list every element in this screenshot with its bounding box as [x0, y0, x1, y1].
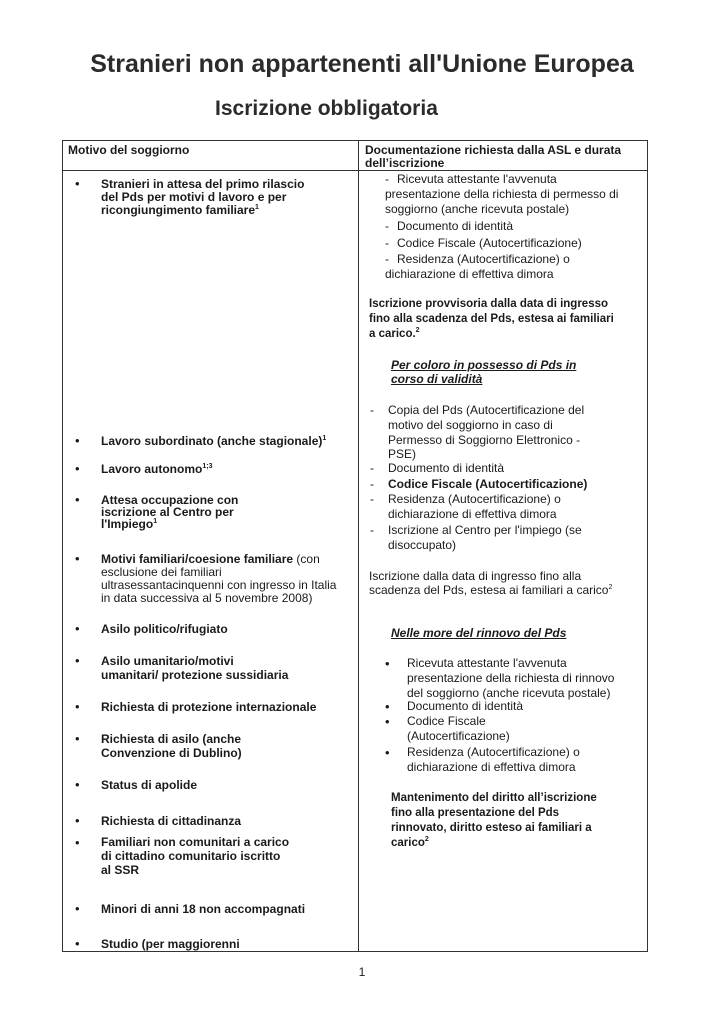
motivo-item-4-line1: Attesa occupazione con [101, 493, 239, 507]
s3-note-line4 [391, 836, 429, 851]
motivo-item-5-bold: Motivi familiari/coesione familiare [101, 552, 294, 566]
bullet-icon: • [75, 176, 80, 191]
s2-heading-line1: Per coloro in possesso di Pds in [391, 358, 577, 372]
column-divider [358, 141, 359, 951]
motivo-item-1-line1: Stranieri in attesa del primo rilascio [101, 177, 305, 191]
footnote-ref: 2 [608, 584, 613, 591]
doc-s2-employment-line1: Iscrizione al Centro per l'impiego (se [388, 523, 582, 537]
motivo-item-1-text: ricongiungimento familiare [101, 203, 256, 217]
doc-s1-receipt-line3: soggiorno (anche ricevuta postale) [385, 202, 570, 216]
s1-note-line2: fino alla scadenza del Pds, estesa ai familiari [369, 313, 614, 325]
doc-s3-fiscal-code-line2: (Autocertificazione) [407, 729, 510, 743]
s3-note-line3: rinnovato, diritto esteso ai familiari a [391, 822, 592, 834]
footnote-ref: 2 [415, 327, 420, 335]
doc-s2-pds-line2: motivo del soggiorno in caso di [388, 418, 553, 432]
page-title: Stranieri non appartenenti all'Unione Europea [90, 50, 634, 78]
footnote-ref: 1;3 [202, 463, 213, 470]
doc-s3-fiscal-code-line1: Codice Fiscale [407, 714, 486, 728]
bullet-icon: • [385, 656, 390, 671]
motivo-item-10: Status di apolide [101, 778, 198, 792]
doc-s2-residence-line2: dichiarazione di effettiva dimora [388, 507, 557, 521]
s1-note-line3 [369, 327, 420, 342]
doc-s1-identity: Documento di identità [397, 219, 514, 233]
motivo-item-3 [101, 462, 212, 477]
motivo-item-2 [101, 434, 326, 449]
motivo-item-5-line3: ultrasessantacinquenni con ingresso in Italia [101, 578, 337, 592]
doc-s2-fiscal-code: Codice Fiscale (Autocertificazione) [388, 477, 588, 491]
doc-s3-residence-line1: Residenza (Autocertificazione) o [407, 745, 580, 759]
bullet-icon: • [75, 551, 80, 566]
col1-header: Motivo del soggiorno [68, 143, 190, 157]
dash-icon: - [385, 172, 389, 186]
motivo-item-9-line2: Convenzione di Dublino) [101, 746, 242, 760]
dash-icon: - [370, 403, 374, 417]
motivo-item-5-line2: esclusione dei familiari [101, 565, 222, 579]
dash-icon: - [370, 523, 374, 537]
bullet-icon: • [75, 492, 80, 507]
doc-s3-receipt-line2: presentazione della richiesta di rinnovo [407, 671, 615, 685]
bullet-icon: • [75, 835, 80, 850]
doc-s2-pds-line3: Permesso di Soggiorno Elettronico - [388, 433, 581, 447]
s2-heading-line2: corso di validità [391, 372, 483, 386]
footnote-ref: 2 [424, 836, 429, 844]
bullet-icon: • [385, 714, 390, 729]
motivo-item-4-text: l'Impiego [101, 517, 154, 531]
s3-note-text: carico [391, 837, 425, 849]
motivo-item-4-line3 [101, 517, 157, 532]
motivo-item-12-line2: di cittadino comunitario iscritto [101, 849, 281, 863]
requirements-table [62, 140, 648, 952]
motivo-item-2-text: Lavoro subordinato (anche stagionale) [101, 434, 323, 448]
bullet-icon: • [75, 777, 80, 792]
dash-icon: - [370, 492, 374, 506]
doc-s3-receipt-line3: del soggiorno (anche ricevuta postale) [407, 686, 611, 700]
doc-s2-residence-line1: Residenza (Autocertificazione) o [388, 492, 561, 506]
motivo-item-12-line3: al SSR [101, 863, 140, 877]
motivo-item-5-rest: (con [293, 552, 320, 566]
col2-header-line2: dell’iscrizione [365, 156, 445, 170]
motivo-item-7-line1: Asilo umanitario/motivi [101, 654, 234, 668]
doc-s2-pds-line4: PSE) [388, 447, 417, 461]
bullet-icon: • [75, 813, 80, 828]
bullet-icon: • [385, 699, 390, 714]
motivo-item-7-line2: umanitari/ protezione sussidiaria [101, 668, 289, 682]
motivo-item-8: Richiesta di protezione internazionale [101, 700, 317, 714]
bullet-icon: • [75, 699, 80, 714]
motivo-item-1-line2: del Pds per motivi d lavoro e per [101, 190, 287, 204]
header-divider [63, 170, 647, 171]
motivo-item-6: Asilo politico/rifugiato [101, 622, 228, 636]
s2-note-text: scadenza del Pds, estesa ai familiari a carico [369, 583, 609, 597]
bullet-icon: • [75, 901, 80, 916]
motivo-item-9-line1: Richiesta di asilo (anche [101, 732, 242, 746]
dash-icon: - [385, 236, 389, 250]
doc-s2-pds-line1: Copia del Pds (Autocertificazione del [388, 403, 585, 417]
bullet-icon: • [75, 936, 80, 951]
dash-icon: - [370, 477, 374, 491]
doc-s1-residence-line1: Residenza (Autocertificazione) o [397, 252, 570, 266]
page-number: 1 [358, 965, 366, 979]
s1-note-text: a carico. [369, 328, 416, 340]
bullet-icon: • [75, 731, 80, 746]
doc-s1-residence-line2: dichiarazione di effettiva dimora [385, 267, 554, 281]
bullet-icon: • [75, 621, 80, 636]
motivo-item-14: Studio (per maggiorenni [101, 937, 240, 951]
motivo-item-3-text: Lavoro autonomo [101, 462, 203, 476]
dash-icon: - [385, 252, 389, 266]
s2-note-line1: Iscrizione dalla data di ingresso fino alla [369, 569, 582, 583]
footnote-ref: 1 [322, 435, 327, 442]
bullet-icon: • [385, 745, 390, 760]
motivo-item-13: Minori di anni 18 non accompagnati [101, 902, 306, 916]
doc-s3-identity: Documento di identità [407, 699, 524, 713]
motivo-item-11: Richiesta di cittadinanza [101, 814, 242, 828]
s2-note-line2 [369, 583, 612, 598]
dash-icon: - [370, 461, 374, 475]
bullet-icon: • [75, 653, 80, 668]
bullet-icon: • [75, 433, 80, 448]
doc-s3-residence-line2: dichiarazione di effettiva dimora [407, 760, 576, 774]
motivo-item-4-line2: iscrizione al Centro per [101, 505, 234, 519]
s1-note-line1: Iscrizione provvisoria dalla data di ingresso [369, 298, 609, 310]
doc-s1-receipt-line2: presentazione della richiesta di permesso di [385, 187, 619, 201]
footnote-ref: 1 [255, 204, 259, 211]
doc-s2-identity: Documento di identità [388, 461, 505, 475]
doc-s1-receipt-line1: Ricevuta attestante l'avvenuta [397, 172, 557, 186]
col2-header-line1: Documentazione richiesta dalla ASL e durata [365, 143, 622, 157]
doc-s3-receipt-line1: Ricevuta attestante l'avvenuta [407, 656, 567, 670]
dash-icon: - [385, 219, 389, 233]
doc-s2-employment-line2: disoccupato) [388, 538, 457, 552]
motivo-item-12-line1: Familiari non comunitari a carico [101, 835, 290, 849]
doc-s1-fiscal-code: Codice Fiscale (Autocertificazione) [397, 236, 582, 250]
s3-note-line1: Mantenimento del diritto all’iscrizione [391, 792, 597, 804]
motivo-item-5-line4: in data successiva al 5 novembre 2008) [101, 591, 313, 605]
s3-note-line2: fino alla presentazione del Pds [391, 807, 560, 819]
s3-heading: Nelle more del rinnovo del Pds [391, 626, 567, 640]
motivo-item-1-line3 [101, 203, 259, 218]
bullet-icon: • [75, 461, 80, 476]
footnote-ref: 1 [153, 518, 158, 525]
page-subtitle: Iscrizione obbligatoria [215, 97, 438, 120]
